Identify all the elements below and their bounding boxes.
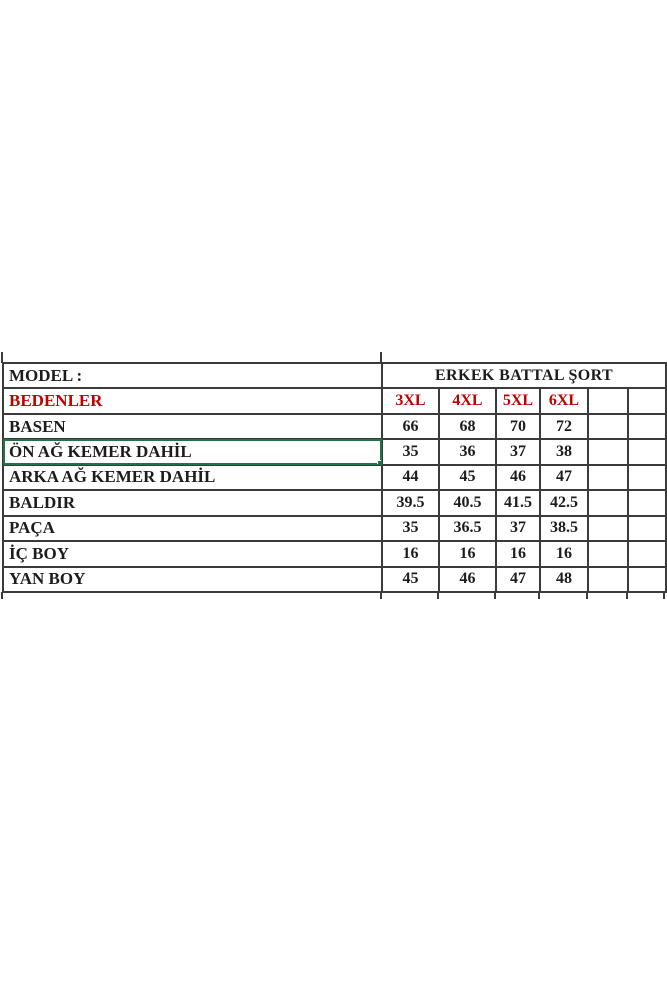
grid-stub xyxy=(1,352,3,363)
product-title-cell[interactable]: ERKEK BATTAL ŞORT xyxy=(382,363,666,388)
table-row-ic-boy xyxy=(3,541,666,566)
size-header-cell[interactable]: 5XL xyxy=(496,388,540,413)
table-row-model xyxy=(3,363,666,388)
measure-label-cell[interactable]: BASEN xyxy=(3,414,382,439)
table-row-on-ag xyxy=(3,439,666,464)
value-cell[interactable]: 44 xyxy=(382,465,439,490)
size-header-cell[interactable] xyxy=(628,388,666,413)
value-cell[interactable] xyxy=(628,516,666,541)
size-header-cell[interactable] xyxy=(588,388,628,413)
size-chart-table xyxy=(2,362,667,593)
selected-measure-label-cell[interactable]: ÖN AĞ KEMER DAHİL xyxy=(3,439,382,464)
value-cell[interactable]: 42.5 xyxy=(540,490,588,515)
value-cell[interactable]: 41.5 xyxy=(496,490,540,515)
value-cell[interactable] xyxy=(588,567,628,593)
value-cell[interactable] xyxy=(628,541,666,566)
value-cell[interactable]: 35 xyxy=(382,516,439,541)
value-cell[interactable] xyxy=(588,439,628,464)
measure-label-cell[interactable]: YAN BOY xyxy=(3,567,382,593)
value-cell[interactable] xyxy=(628,490,666,515)
value-cell[interactable]: 47 xyxy=(540,465,588,490)
table-row-sizes xyxy=(3,388,666,413)
value-cell[interactable] xyxy=(628,439,666,464)
measure-label-cell[interactable]: BALDIR xyxy=(3,490,382,515)
table-row-arka-ag xyxy=(3,465,666,490)
measure-label-cell[interactable]: PAÇA xyxy=(3,516,382,541)
grid-stub xyxy=(380,352,382,363)
value-cell[interactable]: 45 xyxy=(439,465,496,490)
value-cell[interactable]: 39.5 xyxy=(382,490,439,515)
value-cell[interactable] xyxy=(588,516,628,541)
value-cell[interactable] xyxy=(588,414,628,439)
value-cell[interactable] xyxy=(588,541,628,566)
model-label-cell[interactable]: MODEL : xyxy=(3,363,382,388)
value-cell[interactable]: 48 xyxy=(540,567,588,593)
value-cell[interactable]: 40.5 xyxy=(439,490,496,515)
table-row-yan-boy xyxy=(3,567,666,593)
value-cell[interactable]: 70 xyxy=(496,414,540,439)
value-cell[interactable]: 45 xyxy=(382,567,439,593)
value-cell[interactable]: 38 xyxy=(540,439,588,464)
measure-label-cell[interactable]: İÇ BOY xyxy=(3,541,382,566)
value-cell[interactable]: 37 xyxy=(496,439,540,464)
value-cell[interactable]: 36 xyxy=(439,439,496,464)
value-cell[interactable] xyxy=(628,465,666,490)
table-row-baldir xyxy=(3,490,666,515)
value-cell[interactable]: 38.5 xyxy=(540,516,588,541)
value-cell[interactable]: 37 xyxy=(496,516,540,541)
value-cell[interactable]: 35 xyxy=(382,439,439,464)
value-cell[interactable]: 36.5 xyxy=(439,516,496,541)
table-row-paca xyxy=(3,516,666,541)
grid-stub xyxy=(538,592,540,599)
value-cell[interactable]: 46 xyxy=(496,465,540,490)
size-header-cell[interactable]: 6XL xyxy=(540,388,588,413)
value-cell[interactable]: 47 xyxy=(496,567,540,593)
value-cell[interactable]: 16 xyxy=(382,541,439,566)
value-cell[interactable] xyxy=(588,490,628,515)
grid-stub xyxy=(663,592,665,599)
value-cell[interactable]: 16 xyxy=(540,541,588,566)
size-header-cell[interactable]: 4XL xyxy=(439,388,496,413)
sizes-label-cell[interactable]: BEDENLER xyxy=(3,388,382,413)
grid-stub xyxy=(1,592,3,599)
value-cell[interactable]: 16 xyxy=(439,541,496,566)
size-header-cell[interactable]: 3XL xyxy=(382,388,439,413)
value-cell[interactable]: 66 xyxy=(382,414,439,439)
value-cell[interactable] xyxy=(588,465,628,490)
table-row-basen xyxy=(3,414,666,439)
grid-stub xyxy=(437,592,439,599)
grid-stub xyxy=(380,592,382,599)
value-cell[interactable]: 68 xyxy=(439,414,496,439)
value-cell[interactable]: 16 xyxy=(496,541,540,566)
grid-stub xyxy=(626,592,628,599)
value-cell[interactable] xyxy=(628,567,666,593)
grid-stub xyxy=(494,592,496,599)
value-cell[interactable] xyxy=(628,414,666,439)
value-cell[interactable]: 46 xyxy=(439,567,496,593)
value-cell[interactable]: 72 xyxy=(540,414,588,439)
measure-label-cell[interactable]: ARKA AĞ KEMER DAHİL xyxy=(3,465,382,490)
grid-stub xyxy=(586,592,588,599)
